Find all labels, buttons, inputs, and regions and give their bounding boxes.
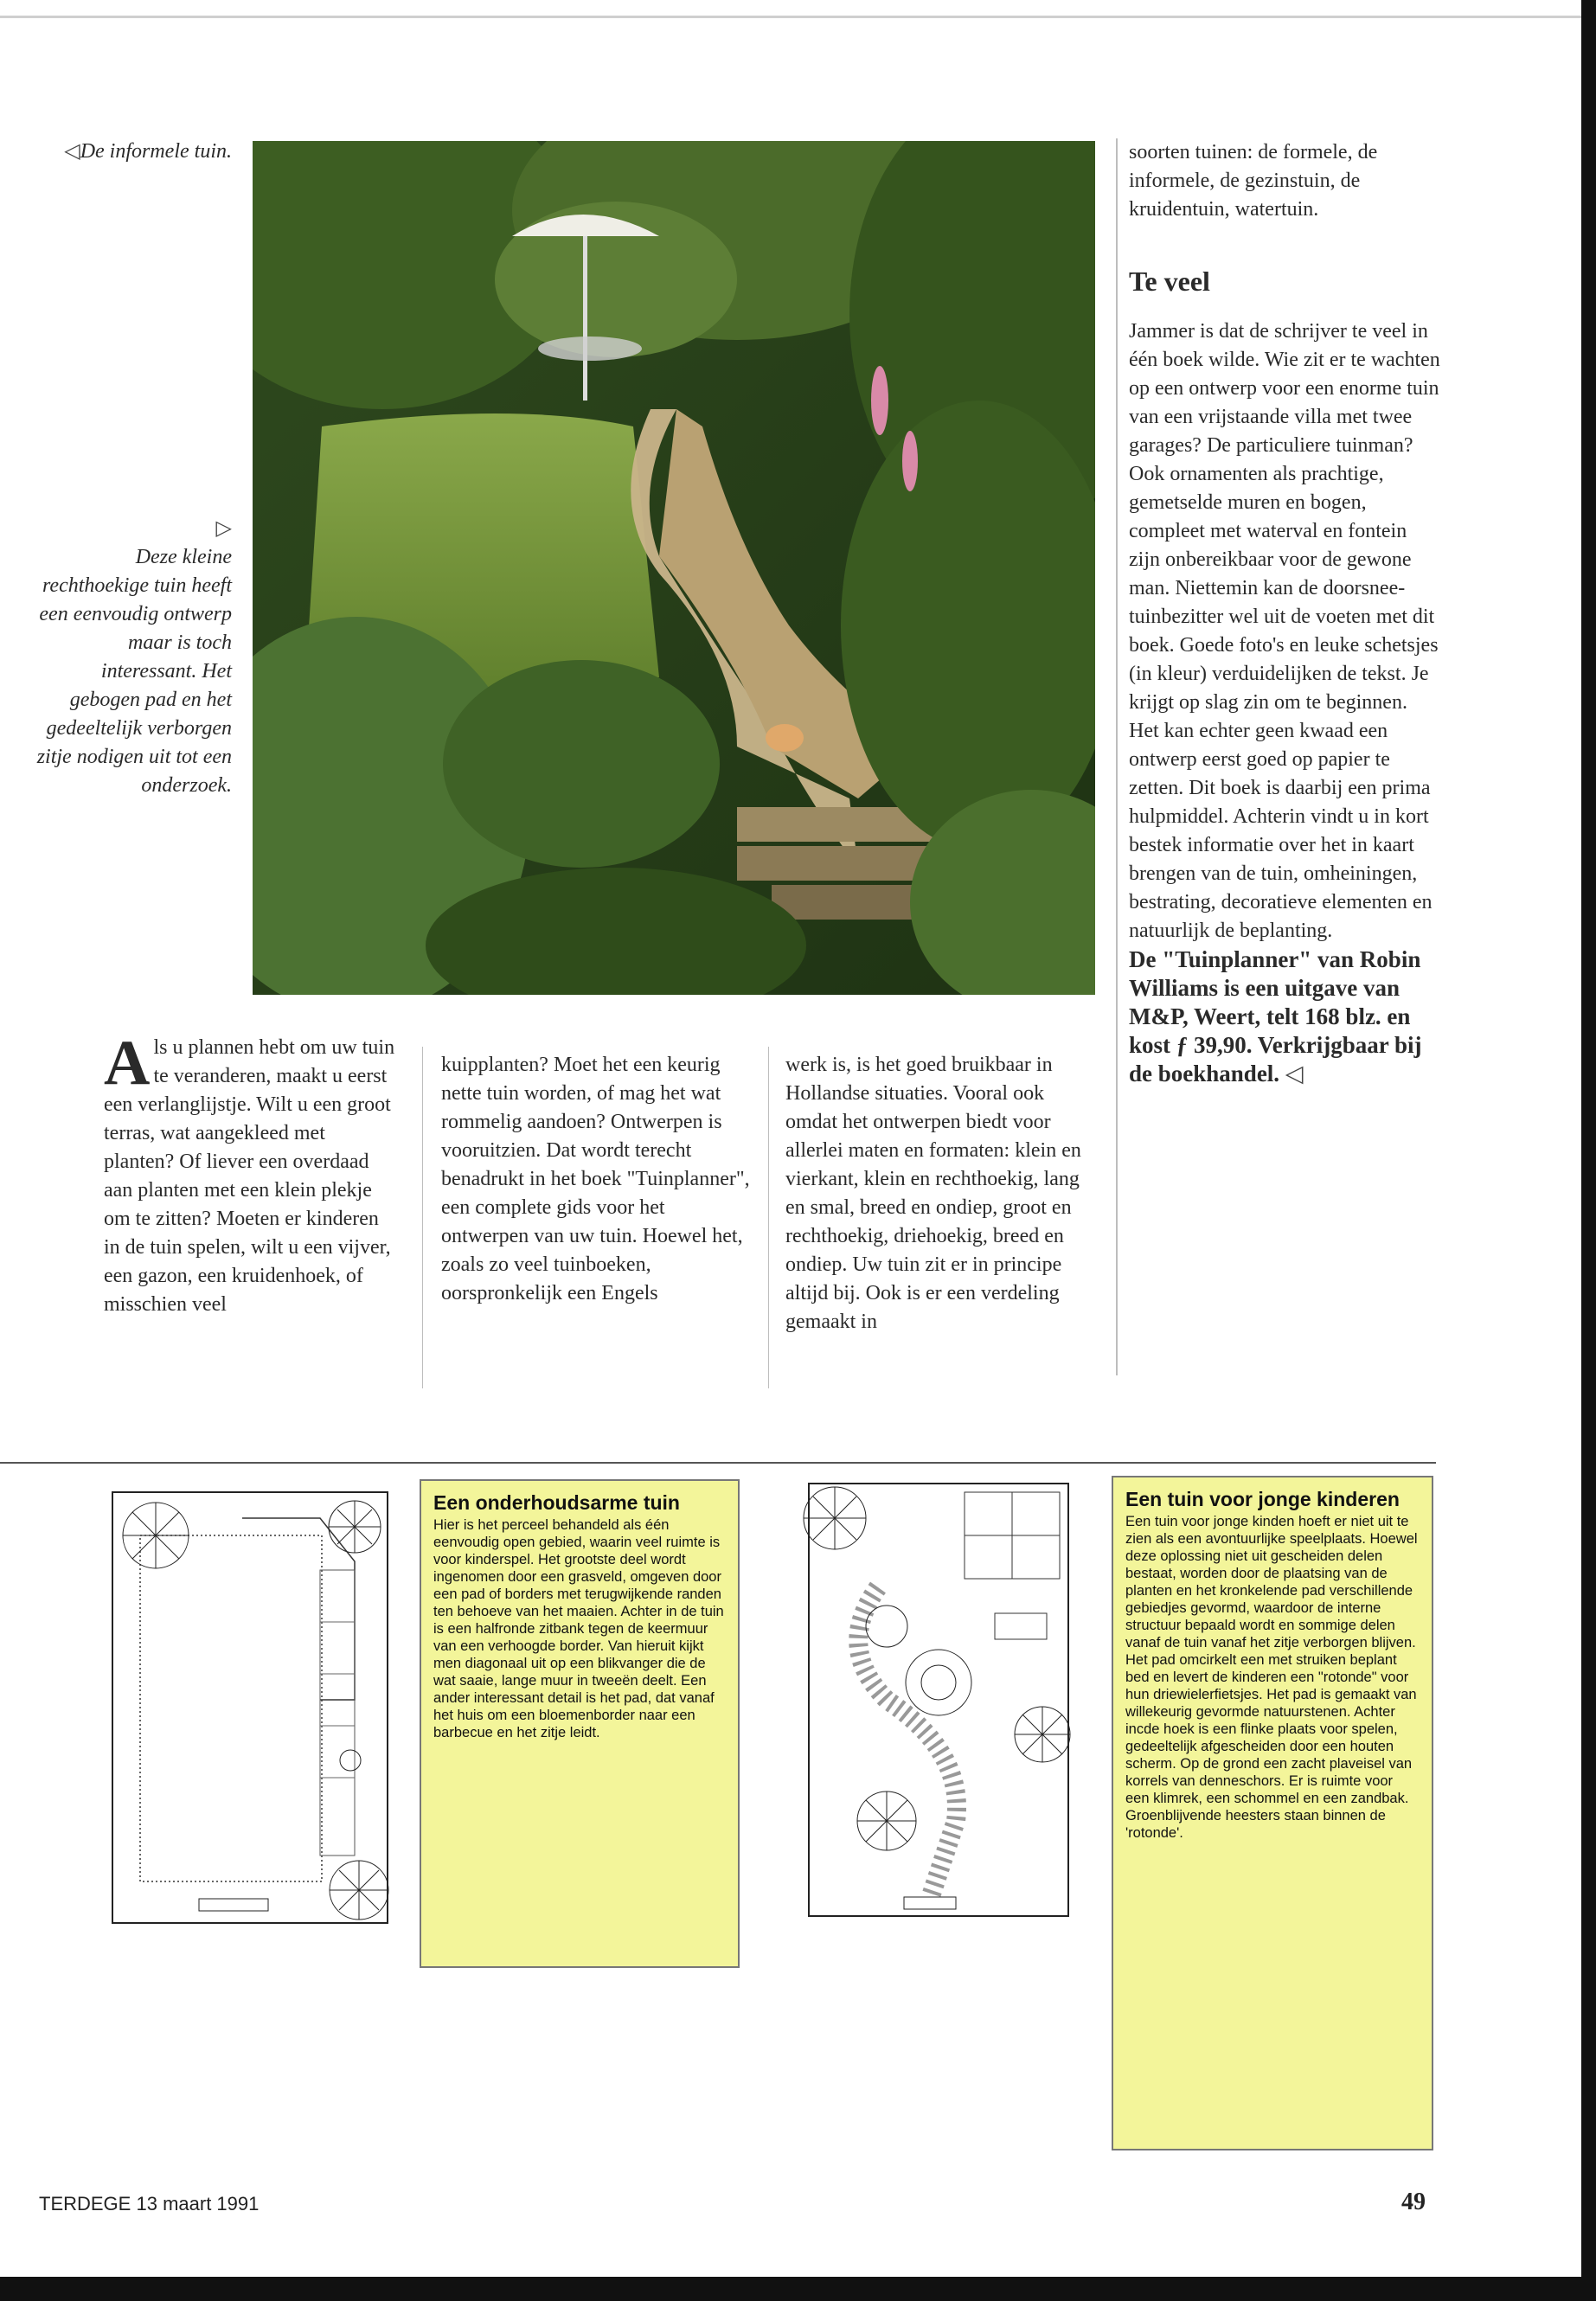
article-column-4: soorten tuinen: de formele, de informele, de gezinstuin, de kruidentuin, watertuin. Te veel Jammer is dat de schrijver te veel in één boek wilde. Wie zit er te wachten op een ontwerp voor een enorme tuin van een vrijstaande villa met twee garages? De particuliere tuinman? Ook ornamenten als prachtige, gemetselde muren en bogen, compleet met waterval en fontein zijn onbereikbaar voor de gewone man. Niettemin kan de doorsnee-tuinbezitter wel uit de voeten met dit boek. Goede foto's en leuke schetsjes (in kleur) verduidelijken de tekst. Je krijgt op slag zin om te beginnen. Het kan echter geen kwaad een ontwerp eerst goed op papier te zetten. Dit boek is daarbij een prima hulpmiddel. Achterin vindt u in kort bestek informatie over het in kaart brengen van de tuin, omheiningen, bestrating, decoratieve elementen en natuurlijk de beplanting. De "Tuinplanner" van Robin Williams is een uitgave van M&P, Weert, telt 168 blz. en kost ƒ 39,90. Verkrijgbaar bij de boekhandel. ◁ [1129,141,1440,1086]
column-separator [422,1047,423,1388]
info-box-text: Een tuin voor jonge kinden hoeft er niet uit te zien als een avontuurlijke speelplaats. Hoewel deze oplossing niet uit gescheiden delen bestaat, worden door de plaatsing van de planten en het kronkelende pad verschillende gebiedjes gevormd, waardoor de interne structuur bepaald wordt en sommige delen vanaf de tuin vanaf het zitje verborgen blijven. Het pad omcirkelt een met struiken beplant bed en levert de kinderen een "rotonde" voor hun driewielerfietsjes. Het pad is gemaakt van willekeurig gevormde natuurstenen. Achter incde hoek is een flinke plaats voor spelen, gedeeltelijk afgescheiden door een houten scherm. Op de grond een zacht plaveisel van korrels van denneschors. Er is ruimte voor een klimrek, een schommel en een zandbak. Groenblijvende heesters staan binnen de 'rotonde'. [1125,1514,1418,1841]
info-box-young-children [1112,1476,1433,2150]
info-box-text: Hier is het perceel behandeld als één eenvoudig open gebied, waarin veel ruimte is voor kinderspel. Het grootste deel wordt ingenomen door een grasveld, omgeven door een pad of borders met terugwijkende randen ten behoeve van het maaien. Achter in de tuin is een halfronde zitbank tegen de keermuur van een verhoogde border. Van hieruit kijkt men diagonaal uit op een blikvanger die de wat saaie, lange muur in tweeën deelt. Een ander interessant detail is het pad, dat vanaf het huis om een bloemenborder naar een barbecue en het zitje leidt. [433,1517,724,1740]
bottom-edge-band [0,2277,1596,2301]
column-separator [1116,138,1118,1375]
garden-photo-illustration [253,141,1095,995]
page-number: 49 [1401,2189,1426,2215]
info-box-low-maintenance [420,1479,740,1968]
section-heading-te-veel: Te veel [1129,266,1210,297]
column-separator [768,1047,769,1388]
plan-drawing-2 [783,1475,1086,1925]
section-divider [0,1462,1436,1464]
plan-drawing-1 [104,1484,398,1933]
article-column-2: kuipplanten? Moet het een keurig nette tuin worden, of mag het wat rommelig aandoen? Ontwerpen is vooruitzien. Dat wordt terecht benadrukt in het boek "Tuinplanner", een complete gids voor het ontwerpen van uw tuin. Hoewel het, zoals zo veel tuinboeken, oorspronkelijk een Engels [441,1054,750,1304]
garden-plan-young-children [783,1475,1086,1925]
right-arrow-icon: ▷ [215,517,232,540]
info-box-title: Een onderhoudsarme tuin [433,1491,680,1514]
info-box-title: Een tuin voor jonge kinderen [1125,1488,1400,1510]
footer-publication: TERDEGE 13 maart 1991 [39,2193,260,2214]
article-column-3: werk is, is het goed bruikbaar in Hollandse situaties. Vooral ook omdat het ontwerpen biedt voor allerlei maten en formaten: klein en vierkant, klein en rechthoekig, lang en smal, breed en ondiep, groot en rechthoekig, driehoekig, breed en ondiep. Uw tuin zit er in principe altijd bij. Ook is er een verdeling gemaakt in [785,1054,1081,1333]
caption-informal-garden: ◁De informele tuin. [64,140,232,163]
caption-small-garden: ▷ Deze kleine rechthoekige tuin heeft een eenvoudig ontwerp maar is toch interessant. Het gebogen pad en het gedeeltelijk verborgen zitje nodigen uit tot een onderzoek. [35,515,232,800]
left-arrow-icon: ◁ [64,140,80,163]
article-column-1: Als u plannen hebt om uw tuin te veranderen, maakt u eerst een verlanglijstje. Wilt u een groot terras, wat aangekleed met planten? Of liever een overdaad aan planten met een klein plekje om te zitten? Moeten er kinderen in de tuin spelen, wilt u een vijver, een gazon, een kruidenhoek, of misschien veel [104,1028,395,1316]
end-arrow-icon: ◁ [1285,1061,1304,1086]
garden-plan-low-maintenance [104,1484,398,1933]
book-details: De "Tuinplanner" van Robin Williams is een uitgave van M&P, Weert, telt 168 blz. en kost ƒ 39,90. Verkrijgbaar bij de boekhandel. ◁ [1129,946,1422,1086]
dropcap-letter: A [104,1028,151,1099]
garden-photo [253,141,1095,995]
top-rule [0,16,1596,18]
right-edge-band [1581,0,1596,2301]
